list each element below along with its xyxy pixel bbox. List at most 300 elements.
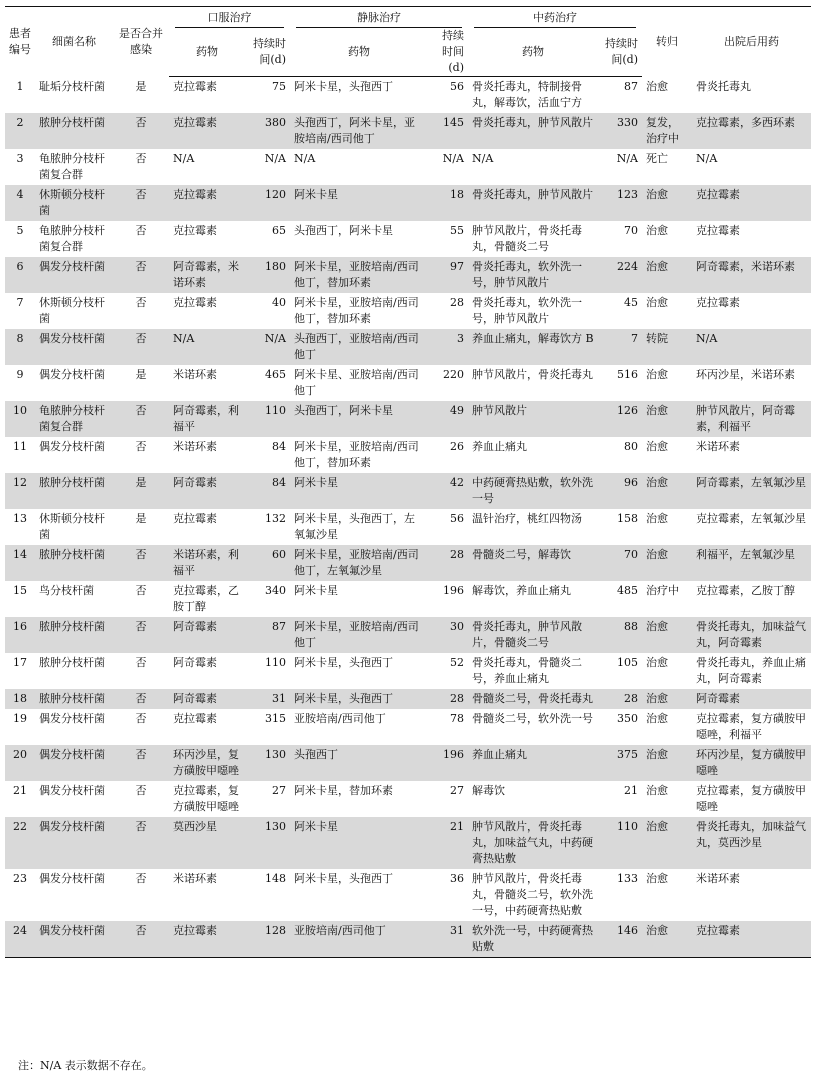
cell-iv-drug: 阿米卡星，头孢西丁	[290, 689, 428, 709]
cell-oral-drug: 克拉霉素，复方磺胺甲噁唑	[173, 784, 239, 813]
cell-patient-id: 4	[5, 185, 35, 221]
cell-iv-duration: 36	[450, 872, 464, 885]
cell-oral-drug: N/A	[173, 152, 195, 165]
header-tcm-drug: 药物	[468, 28, 598, 77]
cell-tcm-drug: 骨炎托毒丸，肿节风散片	[468, 113, 598, 149]
cell-outcome: 治愈	[646, 784, 668, 797]
cell-patient-id: 2	[5, 113, 35, 149]
cell-tcm-duration: 96	[598, 473, 642, 509]
cell-tcm-drug: 骨髓炎二号，软外洗一号	[472, 712, 593, 725]
cell-tcm-duration: 110	[598, 817, 642, 869]
cell-iv-duration: 27	[450, 784, 464, 797]
cell-coinfection: 否	[135, 296, 147, 309]
cell-oral-duration: 27	[272, 784, 286, 797]
cell-tcm-duration: 45	[624, 296, 638, 309]
table-row	[5, 653, 811, 689]
cell-tcm-duration: 330	[598, 113, 642, 149]
table-row	[5, 581, 811, 617]
cell-coinfection: 否	[135, 152, 147, 165]
cell-tcm-drug: 软外洗一号，中药硬膏热贴敷	[468, 921, 598, 958]
cell-oral-duration: 84	[272, 440, 286, 453]
cell-oral-drug: 阿奇霉素	[169, 689, 245, 709]
cell-tcm-duration: 224	[598, 257, 642, 293]
cell-coinfection: 否	[113, 113, 169, 149]
table-row	[5, 185, 811, 221]
header-discharge: 出院后用药	[724, 34, 779, 48]
cell-tcm-duration: 146	[598, 921, 642, 958]
cell-patient-id: 21	[13, 784, 27, 797]
cell-oral-duration: 84	[245, 473, 290, 509]
cell-tcm-duration: 158	[617, 512, 638, 525]
cell-outcome: 治愈	[646, 368, 668, 381]
cell-tcm-duration: 485	[617, 584, 638, 597]
cell-tcm-drug: N/A	[472, 152, 494, 165]
cell-discharge: 克拉霉素，乙胺丁醇	[696, 584, 795, 597]
cell-bacteria: 龟脓肿分枝杆菌复合群	[35, 401, 113, 437]
cell-coinfection: 否	[135, 872, 147, 885]
cell-coinfection: 否	[135, 584, 147, 597]
cell-coinfection: 否	[113, 185, 169, 221]
cell-outcome: 治愈	[642, 473, 692, 509]
cell-iv-drug: 头孢西丁	[290, 745, 428, 781]
cell-discharge: N/A	[696, 152, 718, 165]
cell-tcm-duration: 28	[598, 689, 642, 709]
cell-coinfection: 否	[113, 689, 169, 709]
table-row	[5, 257, 811, 293]
cell-oral-duration: 75	[272, 80, 286, 93]
table-body	[5, 77, 811, 958]
cell-outcome: 治愈	[642, 185, 692, 221]
cell-discharge: 利福平，左氧氟沙星	[692, 545, 811, 581]
cell-iv-drug: 阿米卡星，头孢西丁	[294, 872, 393, 885]
cell-oral-drug: 克拉霉素	[173, 712, 217, 725]
header-bacteria: 细菌名称	[52, 34, 96, 48]
cell-discharge: 阿奇霉素，米诺环素	[692, 257, 811, 293]
cell-patient-id: 14	[5, 545, 35, 581]
cell-discharge: 阿奇霉素	[692, 689, 811, 709]
treatment-table	[5, 6, 811, 958]
cell-tcm-duration: 88	[598, 617, 642, 653]
cell-discharge: 克拉霉素	[696, 224, 740, 237]
cell-discharge: N/A	[692, 329, 811, 365]
cell-iv-drug: N/A	[294, 152, 316, 165]
cell-oral-drug: 克拉霉素	[173, 224, 217, 237]
cell-iv-duration: 49	[428, 401, 468, 437]
cell-iv-drug: 阿米卡星，头孢西丁	[294, 80, 393, 93]
cell-bacteria: 鸟分枝杆菌	[39, 584, 94, 597]
cell-bacteria: 偶发分枝杆菌	[39, 872, 105, 885]
cell-patient-id: 3	[16, 152, 24, 165]
cell-oral-duration: 87	[245, 617, 290, 653]
cell-patient-id: 7	[16, 296, 24, 309]
cell-bacteria: 休斯顿分枝杆菌	[39, 296, 105, 325]
cell-coinfection: 否	[113, 329, 169, 365]
cell-oral-drug: 米诺环素，利福平	[169, 545, 245, 581]
cell-bacteria: 偶发分枝杆菌	[39, 712, 105, 725]
cell-bacteria: 偶发分枝杆菌	[35, 745, 113, 781]
cell-oral-duration: 380	[245, 113, 290, 149]
cell-oral-drug: 阿奇霉素	[169, 617, 245, 653]
cell-tcm-drug: 骨髓炎二号，骨炎托毒丸	[468, 689, 598, 709]
cell-coinfection: 否	[113, 617, 169, 653]
cell-tcm-duration: 105	[617, 656, 638, 669]
cell-iv-drug: 阿米卡星	[290, 185, 428, 221]
table-row	[5, 921, 811, 958]
cell-oral-duration: 148	[265, 872, 286, 885]
cell-bacteria: 脓肿分枝杆菌	[39, 656, 105, 669]
header-coinfection: 是否合并感染	[119, 26, 163, 56]
cell-oral-duration: 465	[265, 368, 286, 381]
cell-tcm-drug: 骨炎托毒丸，特制接骨丸，解毒饮，活血宁方	[472, 80, 582, 109]
cell-outcome: 治愈	[646, 440, 668, 453]
cell-iv-drug: 阿米卡星，头孢西丁	[294, 656, 393, 669]
cell-iv-duration: N/A	[442, 152, 464, 165]
cell-discharge: 米诺环素	[696, 440, 740, 453]
cell-discharge: 克拉霉素，复方磺胺甲噁唑，利福平	[696, 712, 806, 741]
cell-discharge: 克拉霉素，多西环素	[692, 113, 811, 149]
cell-coinfection: 是	[135, 368, 147, 381]
cell-iv-duration: 30	[428, 617, 468, 653]
cell-outcome: 治愈	[646, 512, 668, 525]
cell-bacteria: 偶发分枝杆菌	[35, 921, 113, 958]
table-row	[5, 709, 811, 745]
cell-coinfection: 否	[113, 745, 169, 781]
cell-tcm-duration: 70	[624, 224, 638, 237]
cell-coinfection: 否	[113, 257, 169, 293]
cell-tcm-duration: N/A	[616, 152, 638, 165]
cell-oral-duration: 340	[265, 584, 286, 597]
cell-outcome: 治愈	[642, 745, 692, 781]
cell-patient-id: 16	[5, 617, 35, 653]
cell-outcome: 治愈	[642, 921, 692, 958]
cell-patient-id: 19	[13, 712, 27, 725]
cell-outcome: 治愈	[646, 656, 668, 669]
cell-tcm-drug: 肿节风散片，骨炎托毒丸，骨髓炎二号	[472, 224, 582, 253]
cell-iv-duration: 97	[428, 257, 468, 293]
cell-oral-duration: N/A	[264, 152, 286, 165]
cell-iv-duration: 28	[428, 545, 468, 581]
cell-oral-duration: 132	[265, 512, 286, 525]
cell-tcm-duration: 70	[598, 545, 642, 581]
cell-tcm-drug: 骨炎托毒丸，肿节风散片	[468, 185, 598, 221]
cell-discharge: 阿奇霉素，左氧氟沙星	[692, 473, 811, 509]
cell-oral-duration: 65	[272, 224, 286, 237]
cell-tcm-drug: 肿节风散片，骨炎托毒丸，骨髓炎二号，软外洗一号，中药硬膏热贴敷	[472, 872, 593, 917]
cell-outcome: 治愈	[642, 689, 692, 709]
cell-patient-id: 24	[5, 921, 35, 958]
cell-outcome: 治愈	[646, 872, 668, 885]
cell-bacteria: 耻垢分枝杆菌	[39, 79, 105, 93]
cell-coinfection: 否	[113, 401, 169, 437]
cell-oral-duration: 130	[245, 745, 290, 781]
cell-oral-duration: 128	[245, 921, 290, 958]
cell-bacteria: 偶发分枝杆菌	[39, 440, 105, 453]
cell-iv-duration: 28	[428, 689, 468, 709]
cell-oral-drug: 克拉霉素	[173, 512, 217, 525]
cell-iv-drug: 阿米卡星，替加环素	[294, 784, 393, 797]
cell-tcm-duration: 350	[617, 712, 638, 725]
cell-iv-duration: 18	[428, 185, 468, 221]
cell-patient-id: 6	[5, 257, 35, 293]
cell-discharge: 克拉霉素，复方磺胺甲噁唑	[696, 784, 806, 813]
cell-bacteria: 偶发分枝杆菌	[39, 368, 105, 381]
cell-bacteria: 脓肿分枝杆菌	[35, 689, 113, 709]
cell-oral-duration: 180	[245, 257, 290, 293]
cell-patient-id: 9	[16, 368, 24, 381]
cell-patient-id: 8	[5, 329, 35, 365]
cell-oral-drug: 阿奇霉素，米诺环素	[169, 257, 245, 293]
cell-patient-id: 20	[5, 745, 35, 781]
cell-iv-duration: 145	[428, 113, 468, 149]
cell-tcm-drug: 肿节风散片，骨炎托毒丸	[472, 368, 593, 381]
cell-tcm-duration: 123	[598, 185, 642, 221]
cell-tcm-drug: 肿节风散片	[468, 401, 598, 437]
cell-iv-drug: 阿米卡星，亚胺培南/西司他丁，左氧氟沙星	[290, 545, 428, 581]
cell-outcome: 死亡	[646, 152, 668, 165]
cell-oral-drug: 莫西沙星	[169, 817, 245, 869]
cell-patient-id: 11	[13, 440, 27, 453]
cell-coinfection: 否	[113, 817, 169, 869]
cell-oral-drug: N/A	[169, 329, 245, 365]
cell-bacteria: 脓肿分枝杆菌	[35, 545, 113, 581]
cell-oral-drug: 米诺环素	[173, 872, 217, 885]
cell-coinfection: 否	[113, 921, 169, 958]
cell-coinfection: 否	[135, 712, 147, 725]
cell-coinfection: 是	[135, 512, 147, 525]
table-row	[5, 365, 811, 401]
cell-outcome: 治愈	[646, 296, 668, 309]
cell-tcm-drug: 骨炎托毒丸，软外洗一号，肿节风散片	[472, 296, 582, 325]
cell-discharge: 骨炎托毒丸，养血止痛丸，阿奇霉素	[696, 656, 806, 685]
cell-tcm-duration: 7	[598, 329, 642, 365]
cell-tcm-duration: 133	[617, 872, 638, 885]
cell-bacteria: 脓肿分枝杆菌	[35, 473, 113, 509]
cell-outcome: 治愈	[642, 817, 692, 869]
cell-discharge: 骨炎托毒丸	[696, 79, 751, 93]
cell-coinfection: 否	[135, 784, 147, 797]
cell-outcome: 治愈	[646, 224, 668, 237]
cell-tcm-drug: 温针治疗，桃红四物汤	[472, 512, 582, 525]
cell-tcm-drug: 解毒饮，养血止痛丸	[472, 584, 571, 597]
cell-oral-duration: 40	[272, 296, 286, 309]
cell-discharge: 骨炎托毒丸，加味益气丸，阿奇霉素	[692, 617, 811, 653]
cell-outcome: 治愈	[642, 545, 692, 581]
cell-discharge: 肿节风散片，阿奇霉素，利福平	[692, 401, 811, 437]
cell-outcome: 转院	[642, 329, 692, 365]
table-row	[5, 149, 811, 185]
table-row	[5, 817, 811, 869]
table-row	[5, 293, 811, 329]
cell-patient-id: 23	[13, 872, 27, 885]
cell-oral-drug: 米诺环素	[173, 440, 217, 453]
cell-discharge: 克拉霉素	[692, 185, 811, 221]
cell-bacteria: 龟脓肿分枝杆菌复合群	[39, 224, 105, 253]
cell-patient-id: 22	[5, 817, 35, 869]
table-row	[5, 745, 811, 781]
cell-outcome: 治疗中	[646, 584, 679, 597]
cell-iv-duration: 21	[428, 817, 468, 869]
table-footnote: 注：N/A 表示数据不存在。	[18, 1059, 153, 1072]
cell-tcm-drug: 骨炎托毒丸，骨髓炎二号，养血止痛丸	[472, 656, 582, 685]
table-row	[5, 401, 811, 437]
header-patient-id: 患者编号	[9, 26, 31, 56]
header-oral-duration: 持续时间(d)	[245, 28, 290, 77]
cell-discharge: 环丙沙星，复方磺胺甲噁唑	[692, 745, 811, 781]
cell-tcm-drug: 解毒饮	[472, 784, 505, 797]
cell-coinfection: 否	[135, 440, 147, 453]
header-iv: 静脉治疗	[290, 7, 468, 29]
table-row	[5, 781, 811, 817]
cell-discharge: 环丙沙星，米诺环素	[696, 368, 795, 381]
cell-iv-drug: 阿米卡星	[290, 473, 428, 509]
cell-iv-drug: 阿米卡星	[294, 584, 338, 597]
cell-iv-drug: 亚胺培南/西司他丁	[294, 712, 386, 725]
cell-iv-drug: 阿米卡星，亚胺培南/西司他丁，替加环素	[290, 257, 428, 293]
cell-discharge: 克拉霉素	[692, 921, 811, 958]
cell-patient-id: 1	[16, 79, 24, 93]
header-tcm-duration: 持续时间(d)	[598, 28, 642, 77]
cell-oral-duration: 120	[245, 185, 290, 221]
cell-patient-id: 5	[16, 224, 24, 237]
cell-oral-drug: 阿奇霉素	[173, 656, 217, 669]
cell-tcm-duration: 80	[624, 440, 638, 453]
cell-oral-duration: N/A	[245, 329, 290, 365]
cell-bacteria: 偶发分枝杆菌	[35, 817, 113, 869]
cell-bacteria: 休斯顿分枝杆菌	[35, 185, 113, 221]
cell-coinfection: 否	[135, 656, 147, 669]
cell-bacteria: 偶发分枝杆菌	[39, 784, 105, 797]
cell-iv-drug: 阿米卡星	[290, 817, 428, 869]
cell-bacteria: 偶发分枝杆菌	[35, 329, 113, 365]
cell-patient-id: 17	[13, 656, 27, 669]
cell-outcome: 治愈	[642, 257, 692, 293]
cell-bacteria: 脓肿分枝杆菌	[35, 113, 113, 149]
cell-tcm-duration: 126	[598, 401, 642, 437]
cell-iv-duration: 220	[443, 368, 464, 381]
cell-tcm-drug: 养血止痛丸	[468, 745, 598, 781]
cell-patient-id: 18	[5, 689, 35, 709]
cell-bacteria: 龟脓肿分枝杆菌复合群	[39, 152, 105, 181]
cell-iv-duration: 55	[450, 224, 464, 237]
cell-coinfection: 否	[135, 224, 147, 237]
table-row	[5, 617, 811, 653]
cell-tcm-drug: 肿节风散片，骨炎托毒丸，加味益气丸，中药硬膏热贴敷	[468, 817, 598, 869]
cell-iv-drug: 头孢西丁，亚胺培南/西司他丁	[290, 329, 428, 365]
header-oral: 口服治疗	[169, 7, 290, 29]
cell-tcm-drug: 中药硬膏热贴敷，软外洗一号	[468, 473, 598, 509]
cell-iv-duration: 52	[450, 656, 464, 669]
table-header	[5, 7, 811, 77]
cell-oral-duration: 31	[245, 689, 290, 709]
header-outcome: 转归	[656, 34, 678, 48]
cell-oral-drug: 阿奇霉素，利福平	[169, 401, 245, 437]
cell-tcm-drug: 养血止痛丸	[472, 440, 527, 453]
cell-oral-duration: 315	[265, 712, 286, 725]
table-row	[5, 77, 811, 114]
cell-bacteria: 休斯顿分枝杆菌	[39, 512, 105, 541]
header-oral-drug: 药物	[169, 28, 245, 77]
cell-oral-duration: 130	[245, 817, 290, 869]
cell-coinfection: 是	[135, 79, 147, 93]
table-row	[5, 329, 811, 365]
table-row	[5, 869, 811, 921]
cell-iv-duration: 196	[428, 745, 468, 781]
cell-oral-drug: 克拉霉素	[169, 185, 245, 221]
table-row	[5, 113, 811, 149]
cell-patient-id: 12	[5, 473, 35, 509]
cell-discharge: 克拉霉素，左氧氟沙星	[696, 512, 806, 525]
cell-tcm-drug: 骨髓炎二号，解毒饮	[468, 545, 598, 581]
cell-tcm-duration: 375	[598, 745, 642, 781]
header-iv-duration: 持续时间(d)	[428, 28, 468, 77]
cell-iv-drug: 头孢西丁，阿米卡星	[290, 401, 428, 437]
cell-oral-drug: 克拉霉素	[169, 113, 245, 149]
cell-coinfection: 否	[113, 545, 169, 581]
cell-oral-drug: 环丙沙星，复方磺胺甲噁唑	[169, 745, 245, 781]
cell-oral-drug: 克拉霉素，乙胺丁醇	[173, 584, 239, 613]
cell-outcome: 治愈	[642, 617, 692, 653]
cell-tcm-duration: 516	[617, 368, 638, 381]
cell-iv-drug: 阿米卡星，亚胺培南/西司他丁，替加环素	[294, 296, 419, 325]
cell-oral-duration: 110	[245, 401, 290, 437]
cell-tcm-drug: 骨炎托毒丸，软外洗一号，肿节风散片	[468, 257, 598, 293]
cell-oral-drug: 克拉霉素	[173, 296, 217, 309]
cell-bacteria: 脓肿分枝杆菌	[35, 617, 113, 653]
cell-oral-duration: 110	[265, 656, 286, 669]
cell-discharge: 米诺环素	[696, 872, 740, 885]
cell-iv-duration: 42	[428, 473, 468, 509]
cell-outcome: 治愈	[646, 79, 668, 93]
cell-iv-drug: 阿米卡星，头孢西丁，左氧氟沙星	[294, 512, 415, 541]
cell-tcm-duration: 21	[624, 784, 638, 797]
cell-outcome: 治愈	[642, 401, 692, 437]
header-iv-drug: 药物	[290, 28, 428, 77]
cell-tcm-drug: 养血止痛丸，解毒饮方 B	[468, 329, 598, 365]
table-row	[5, 437, 811, 473]
cell-iv-drug: 阿米卡星，亚胺培南/西司他丁，替加环素	[294, 440, 419, 469]
cell-iv-duration: 196	[443, 584, 464, 597]
cell-iv-duration: 56	[450, 512, 464, 525]
cell-oral-drug: 阿奇霉素	[169, 473, 245, 509]
cell-coinfection: 是	[113, 473, 169, 509]
cell-oral-drug: 克拉霉素	[169, 921, 245, 958]
cell-patient-id: 15	[13, 584, 27, 597]
cell-iv-drug: 头孢西丁，阿米卡星，亚胺培南/西司他丁	[290, 113, 428, 149]
cell-patient-id: 13	[13, 512, 27, 525]
cell-iv-duration: 31	[428, 921, 468, 958]
cell-iv-drug: 阿米卡星、亚胺培南/西司他丁	[294, 368, 419, 397]
cell-iv-duration: 56	[450, 80, 464, 93]
cell-iv-drug: 阿米卡星，亚胺培南/西司他丁	[290, 617, 428, 653]
table-row	[5, 473, 811, 509]
cell-tcm-duration: 87	[624, 80, 638, 93]
cell-discharge: 克拉霉素	[696, 296, 740, 309]
cell-iv-drug: 亚胺培南/西司他丁	[290, 921, 428, 958]
table-row	[5, 545, 811, 581]
header-tcm: 中药治疗	[468, 7, 642, 29]
table-row	[5, 509, 811, 545]
cell-oral-duration: 60	[245, 545, 290, 581]
cell-iv-duration: 78	[450, 712, 464, 725]
cell-patient-id: 10	[5, 401, 35, 437]
cell-outcome: 治愈	[646, 712, 668, 725]
cell-iv-duration: 28	[450, 296, 464, 309]
cell-oral-drug: 米诺环素	[173, 368, 217, 381]
cell-tcm-drug: 骨炎托毒丸，肿节风散片，骨髓炎二号	[468, 617, 598, 653]
cell-oral-drug: 克拉霉素	[173, 80, 217, 93]
table-row	[5, 689, 811, 709]
cell-iv-duration: 3	[428, 329, 468, 365]
